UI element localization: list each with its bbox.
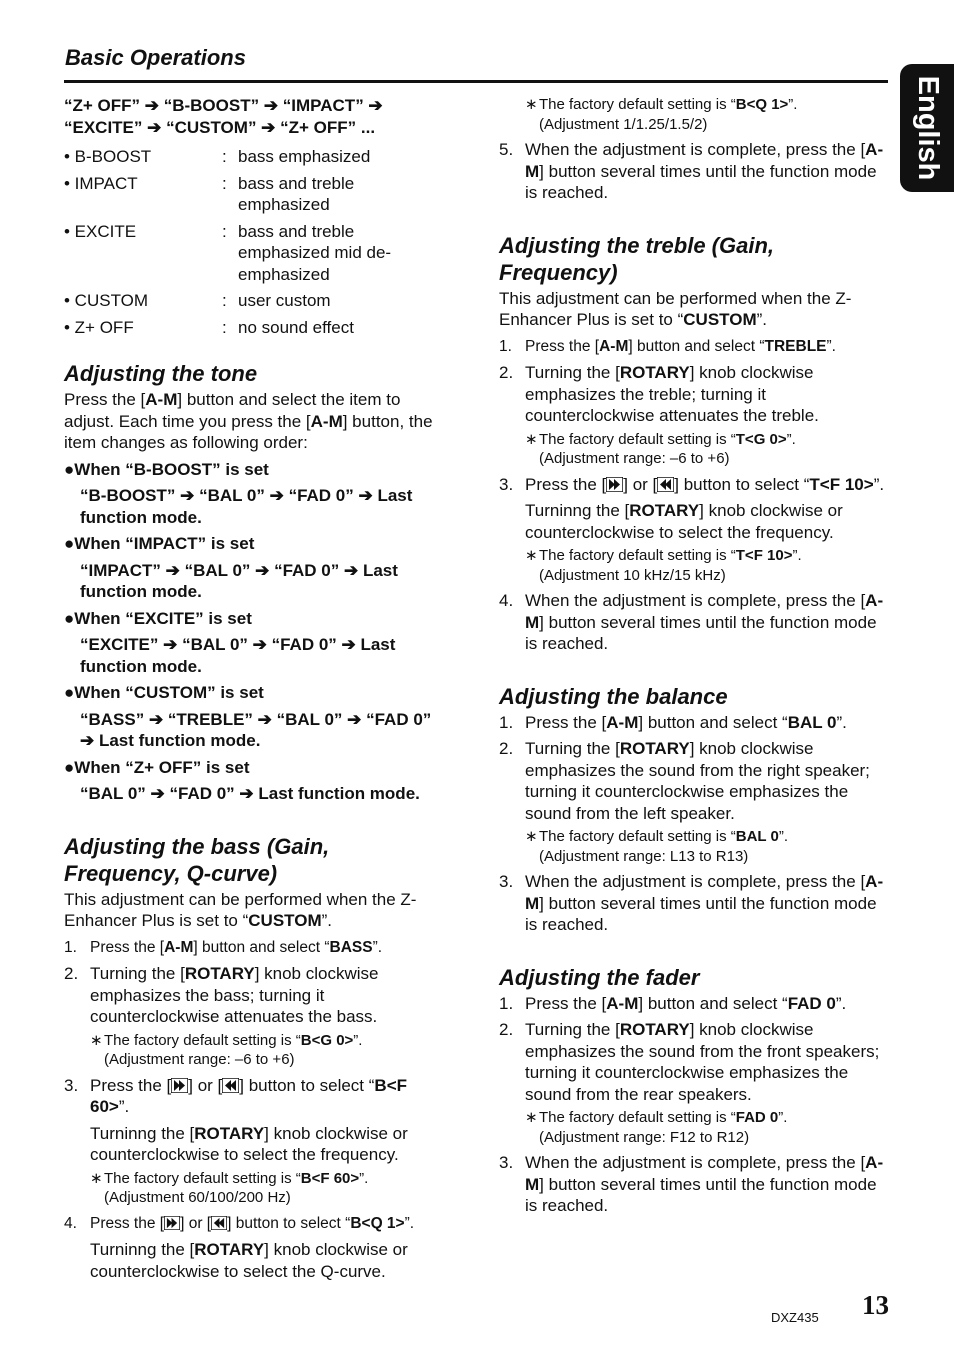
previous-icon bbox=[211, 1216, 227, 1230]
fader-heading: Adjusting the fader bbox=[499, 964, 700, 990]
bass-heading: Adjusting the bass (Gain, Frequency, Q-curve) bbox=[64, 833, 330, 886]
step-detail: Turninng the [ROTARY] knob clockwise or counterclockwise to select the frequency. bbox=[525, 501, 843, 542]
step: 3. When the adjustment is complete, press the [A-M] button several times until the function mode is reached. bbox=[499, 872, 884, 934]
model-number: DXZ435 bbox=[771, 1310, 819, 1325]
step: 3. When the adjustment is complete, press the [A-M] button several times until the function mode is reached. bbox=[499, 1153, 884, 1215]
balance-steps bbox=[499, 712, 887, 936]
next-icon bbox=[164, 1216, 180, 1230]
mode-item: • EXCITE : bass and treble emphasized mid de-emphasized bbox=[64, 221, 392, 284]
note: ∗ The factory default setting is “FAD 0”. (Adjustment range: F12 to R12) bbox=[525, 1109, 788, 1146]
treble-steps bbox=[499, 336, 887, 655]
page-header bbox=[64, 46, 888, 83]
step-detail: Turninng the [ROTARY] knob clockwise or counterclockwise to select the Q-curve. bbox=[90, 1240, 408, 1281]
tone-case: ●When “EXCITE” is set “EXCITE” ➔ “BAL 0” ➔ “FAD 0” ➔ Last function mode. bbox=[64, 608, 396, 676]
language-tab bbox=[900, 64, 954, 192]
tone-case: ●When “CUSTOM” is set “BASS” ➔ “TREBLE” ➔ “BAL 0” ➔ “FAD 0” ➔ Last function mode. bbox=[64, 683, 432, 750]
note: ∗ The factory default setting is “B<Q 1>”. (Adjustment 1/1.25/1.5/2) bbox=[525, 96, 798, 133]
step-continued bbox=[499, 95, 887, 134]
note: ∗ The factory default setting is “B<F 60>”. (Adjustment 60/100/200 Hz) bbox=[90, 1169, 369, 1206]
next-icon bbox=[171, 1078, 188, 1093]
mode-sequence: “Z+ OFF” ➔ “B-BOOST” ➔ “IMPACT” ➔ “EXCITE” ➔ “CUSTOM” ➔ “Z+ OFF” ... bbox=[64, 96, 383, 137]
left-column bbox=[64, 95, 450, 1282]
note: ∗ The factory default setting is “BAL 0”. (Adjustment range: L13 to R13) bbox=[525, 828, 789, 865]
step: 2. Turning the [ROTARY] knob clockwise emphasizes the sound from the front speakers; turning it counterclockwise emphasizes the sound from the rear speakers. ∗ The factory default setting is “FAD 0”. (Adjustment range: F12 to R12) bbox=[499, 1019, 887, 1147]
step-detail: Turninng the [ROTARY] knob clockwise or counterclockwise to select the frequency. bbox=[90, 1123, 408, 1164]
tone-case: ●When “IMPACT” is set “IMPACT” ➔ “BAL 0” ➔ “FAD 0” ➔ Last function mode. bbox=[64, 534, 398, 601]
mode-list bbox=[64, 146, 450, 338]
mode-item: • CUSTOM : user custom bbox=[64, 291, 331, 310]
bass-steps bbox=[64, 937, 450, 1283]
bass-steps-continued bbox=[499, 95, 887, 204]
treble-intro: This adjustment can be performed when the Z-Enhancer Plus is set to “CUSTOM”. bbox=[499, 288, 852, 329]
step: 1. Press the [A-M] button and select “FAD 0”. bbox=[499, 993, 847, 1013]
step: 1. Press the [A-M] button and select “BASS”. bbox=[64, 938, 383, 956]
step: 4. Press the [ ] or [ ] button to select “B<Q 1>”. Turninng the [ROTARY] knob clockwise or counterclockwise to select the Q-curve. bbox=[64, 1213, 450, 1283]
tone-case: ●When “B-BOOST” is set “B-BOOST” ➔ “BAL 0” ➔ “FAD 0” ➔ Last function mode. bbox=[64, 459, 413, 527]
step: 2. Turning the [ROTARY] knob clockwise emphasizes the sound from the right speaker; turning it counterclockwise emphasizes the sound from the left speaker. ∗ The factory default setting is “BAL 0”. (Adjustment range: L13 to R13) bbox=[499, 738, 887, 866]
note: ∗ The factory default setting is “T<F 10>”. (Adjustment 10 kHz/15 kHz) bbox=[525, 547, 802, 584]
step: 1. Press the [A-M] button and select “BAL 0”. bbox=[499, 712, 847, 732]
page-number: 13 bbox=[862, 1290, 889, 1320]
previous-icon bbox=[657, 477, 674, 492]
note: ∗ The factory default setting is “B<G 0>”. (Adjustment range: –6 to +6) bbox=[90, 1031, 363, 1068]
mode-item: • IMPACT : bass and treble emphasized bbox=[64, 173, 355, 214]
section-title: Basic Operations bbox=[65, 45, 246, 70]
step: 5. When the adjustment is complete, press the [A-M] button several times until the function mode is reached. bbox=[499, 140, 884, 202]
bass-intro: This adjustment can be performed when the Z-Enhancer Plus is set to “CUSTOM”. bbox=[64, 889, 417, 930]
step: 2. Turning the [ROTARY] knob clockwise emphasizes the bass; turning it counterclockwise attenuates the bass. ∗ The factory default setting is “B<G 0>”. (Adjustment range: –6 to +6) bbox=[64, 963, 450, 1070]
treble-heading: Adjusting the treble (Gain, Frequency) bbox=[499, 232, 775, 285]
balance-heading: Adjusting the balance bbox=[499, 683, 728, 709]
tone-case: ●When “Z+ OFF” is set “BAL 0” ➔ “FAD 0” ➔ Last function mode. bbox=[64, 757, 420, 803]
step: 1. Press the [A-M] button and select “TREBLE”. bbox=[499, 337, 836, 355]
right-column bbox=[499, 95, 887, 1217]
fader-steps bbox=[499, 993, 887, 1217]
note: ∗ The factory default setting is “T<G 0>”. (Adjustment range: –6 to +6) bbox=[525, 430, 796, 467]
mode-item: • Z+ OFF : no sound effect bbox=[64, 317, 354, 337]
next-icon bbox=[606, 477, 623, 492]
step: 4. When the adjustment is complete, press the [A-M] button several times until the function mode is reached. bbox=[499, 591, 884, 653]
language-tab-label: English bbox=[911, 75, 944, 181]
step: 3. Press the [ ] or [ ] button to select “T<F 10>”. Turninng the [ROTARY] knob clockwise or counterclockwise to select the frequency. ∗ The factory default setting is “T<F 10>”. (Adjustment 10 kHz/15 kHz) bbox=[499, 474, 887, 586]
tone-heading: Adjusting the tone bbox=[64, 361, 258, 386]
mode-item: • B-BOOST : bass emphasized bbox=[64, 147, 371, 166]
previous-icon bbox=[222, 1078, 239, 1093]
step: 3. Press the [ ] or [ ] button to select “B<F 60>”. Turninng the [ROTARY] knob clockwise or counterclockwise to select the frequency. ∗ The factory default setting is “B<F 60>”. (Adjustment 60/100/200 Hz) bbox=[64, 1075, 450, 1208]
tone-intro: Press the [A-M] button and select the item to adjust. Each time you press the [A-M] button, the item changes as following order: bbox=[64, 390, 433, 452]
step: 2. Turning the [ROTARY] knob clockwise emphasizes the treble; turning it counterclockwise attenuates the treble. ∗ The factory default setting is “T<G 0>”. (Adjustment range: –6 to +6) bbox=[499, 362, 887, 469]
